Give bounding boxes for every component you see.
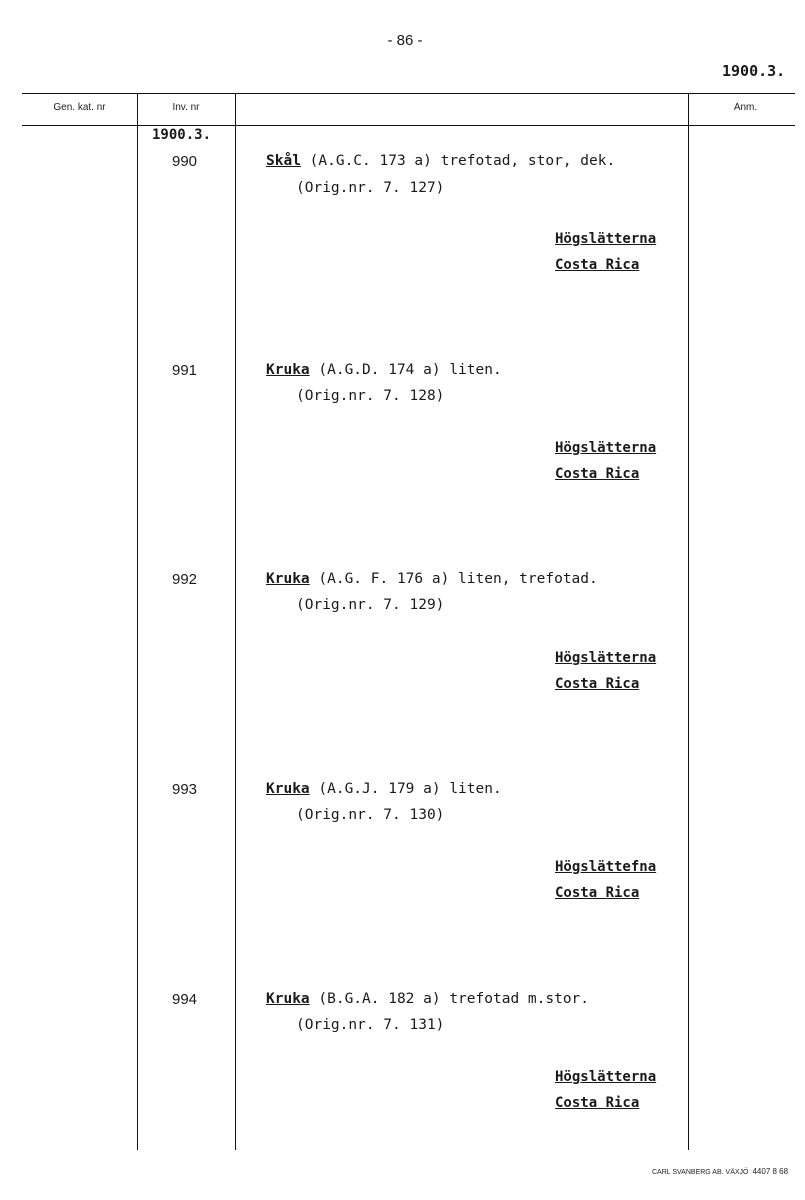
entry-object-name: Kruka	[266, 362, 310, 378]
entry-object-name: Skål	[266, 153, 301, 169]
entry-inv-no: 993	[172, 781, 198, 798]
entry-description	[266, 781, 502, 797]
entry-description-rest: (A.G.D. 174 a) liten.	[309, 362, 502, 378]
column-divider-inv-desc	[235, 93, 236, 1150]
entry-inv-no: 994	[172, 991, 198, 1008]
printer-name: CARL SVANBERG AB. VÄXJÖ	[652, 1169, 749, 1176]
entry-description-rest: (B.G.A. 182 a) trefotad m.stor.	[309, 991, 590, 1007]
entry-description	[266, 362, 502, 378]
entry-orig-nr: (Orig.nr. 7. 131)	[296, 1017, 445, 1033]
entry-orig-nr: (Orig.nr. 7. 129)	[296, 597, 445, 613]
column-divider-desc-anm	[688, 93, 689, 1150]
column-header-anm: Anm.	[733, 102, 758, 113]
entry-description	[266, 991, 589, 1007]
entry-location-country: Costa Rica	[555, 466, 640, 482]
inventory-year: 1900.3.	[152, 127, 212, 143]
column-header-inv: Inv. nr	[172, 102, 200, 113]
entry-object-name: Kruka	[266, 991, 310, 1007]
form-number: 4407 8 68	[752, 1167, 789, 1176]
entry-description	[266, 571, 598, 587]
entry-object-name: Kruka	[266, 781, 310, 797]
entry-description-rest: (A.G. F. 176 a) liten, trefotad.	[309, 571, 598, 587]
entry-object-name: Kruka	[266, 571, 310, 587]
entry-inv-no: 990	[172, 153, 198, 170]
printer-imprint	[652, 1167, 788, 1176]
entry-orig-nr: (Orig.nr. 7. 128)	[296, 388, 445, 404]
entry-inv-no: 992	[172, 571, 198, 588]
entry-location-country: Costa Rica	[555, 1095, 640, 1111]
page-number: - 86 -	[387, 32, 423, 49]
column-header-gen-kat: Gen. kat. nr	[53, 102, 106, 113]
entry-orig-nr: (Orig.nr. 7. 127)	[296, 180, 445, 196]
top-right-code: 1900.3.	[722, 62, 786, 80]
entry-location-country: Costa Rica	[555, 885, 640, 901]
column-divider-gen-inv	[137, 93, 138, 1150]
entry-location-region: Högslätterna	[555, 650, 657, 666]
entry-location-country: Costa Rica	[555, 676, 640, 692]
entry-orig-nr: (Orig.nr. 7. 130)	[296, 807, 445, 823]
entry-description	[266, 153, 615, 169]
entry-location-region: Högslätterna	[555, 1069, 657, 1085]
entry-description-rest: (A.G.C. 173 a) trefotad, stor, dek.	[300, 153, 616, 169]
entry-location-region: Högslättefna	[555, 859, 657, 875]
entry-location-country: Costa Rica	[555, 257, 640, 273]
entry-location-region: Högslätterna	[555, 231, 657, 247]
entry-inv-no: 991	[172, 362, 198, 379]
entry-description-rest: (A.G.J. 179 a) liten.	[309, 781, 502, 797]
entry-location-region: Högslätterna	[555, 440, 657, 456]
